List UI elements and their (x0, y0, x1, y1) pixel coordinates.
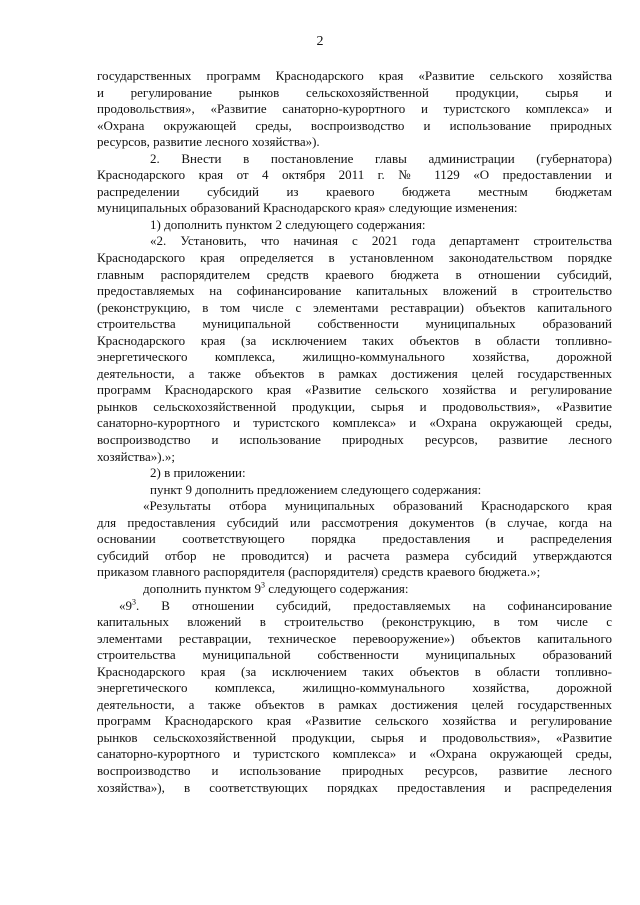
text-line: основании соответствующего порядка предоставления и распределения (97, 531, 612, 547)
text-line: рынков сельскохозяйственной продукции, сырья и продовольствия», «Развитие (97, 729, 612, 745)
text-line: Краснодарского края определяется в установленном законодательством порядке (97, 250, 612, 266)
superscript: 3 (132, 597, 136, 607)
text-line: Краснодарского края (за исключением таких объектов в области топливно- (97, 332, 612, 348)
text-line: продовольствия», «Развитие санаторно-курортного и туристского комплекса» и (97, 101, 612, 117)
text-line: энергетического комплекса, жилищно-коммунального хозяйства, дорожной (97, 349, 612, 365)
text-line-with-superscript (97, 598, 612, 615)
text-line: Краснодарского края от 4 октября 2011 г. № 1129 «О предоставлении и (97, 167, 612, 183)
text-line: программ Краснодарского края «Развитие сельского хозяйства и регулирование (97, 713, 612, 729)
document-body (97, 68, 612, 796)
text-line: и регулирование рынков сельскохозяйственной продукции, сырья и (97, 84, 612, 100)
text-line: «Охрана окружающей среды, воспроизводство и использование природных (97, 117, 612, 133)
text-line: субсидий отбор не проводится) и расчета размера субсидий утверждаются (97, 547, 612, 563)
text-line: приказом главного распорядителя (распорядителя) средств краевого бюджета.»; (97, 564, 541, 580)
text-line: «2. Установить, что начиная с 2021 года департамент строительства (150, 233, 612, 249)
text-line: «Результаты отбора муниципальных образований Краснодарского края (143, 498, 612, 514)
superscript: 3 (260, 580, 265, 590)
text-line: распределении субсидий из краевого бюджета местным бюджетам (97, 183, 612, 199)
text-line: воспроизводство и использование природных ресурсов, развитие лесного (97, 762, 612, 778)
text-line: 1) дополнить пунктом 2 следующего содержания: (150, 216, 426, 232)
line-part: следующего содержания: (264, 580, 409, 596)
text-line: ресурсов, развитие лесного хозяйства»). (97, 134, 320, 150)
text-line: рынков сельскохозяйственной продукции, сырья и продовольствия», «Развитие (97, 398, 612, 414)
text-line: 2. Внести в постановление главы администрации (губернатора) (150, 150, 612, 166)
text-line: предоставляемых на софинансирование капитальных вложений в строительство (97, 283, 612, 299)
text-line: санаторно-курортного и туристского комплекса» и «Охрана окружающей среды, (97, 746, 612, 762)
text-line: строительства муниципальной собственности муниципальных образований (97, 316, 612, 332)
text-line: хозяйства»), в соответствующих порядках предоставления и распределения (97, 779, 612, 795)
text-line: программ Краснодарского края «Развитие сельского хозяйства и регулирование (97, 382, 612, 398)
text-line: Краснодарского края (за исключением таких объектов в области топливно- (97, 663, 612, 679)
text-line-with-superscript (97, 581, 612, 598)
text-line: хозяйства»).»; (97, 448, 175, 464)
text-line: строительства муниципальной собственности муниципальных образований (97, 647, 612, 663)
page-number: 2 (316, 34, 324, 49)
text-line: деятельности, а также объектов в рамках достижения целей государственных (97, 696, 612, 712)
text-line: государственных программ Краснодарского края «Развитие сельского хозяйства (97, 68, 612, 83)
text-line: 2) в приложении: (150, 465, 246, 481)
text-line: санаторно-курортного и туристского комплекса» и «Охрана окружающей среды, (97, 415, 612, 431)
text-line: (реконструкцию, в том числе с элементами реставрации) объектов капитального (97, 299, 612, 315)
line-part: . В отношении субсидий, предоставляемых на софинансирование (136, 597, 612, 613)
text-line: главным распорядителем средств краевого бюджета в отношении субсидий, (97, 266, 612, 282)
text-line: муниципальных образований Краснодарского края» следующие изменения: (97, 200, 518, 216)
text-line: пункт 9 дополнить предложением следующего содержания: (150, 481, 482, 497)
text-line: деятельности, а также объектов в рамках достижения целей государственных (97, 365, 612, 381)
line-part: «9 (119, 597, 132, 613)
line-part: дополнить пунктом 9 (143, 580, 261, 596)
text-line: для предоставления субсидий или рассмотрения документов (в случае, когда на (97, 514, 612, 530)
text-line: капитальных вложений в строительство (реконструкцию, в том числе с (97, 614, 612, 630)
text-line: воспроизводство и использование природных ресурсов, развитие лесного (97, 432, 612, 448)
text-line: элементами реставрации, техническое перевооружение») объектов капитального (97, 630, 612, 646)
text-line: энергетического комплекса, жилищно-коммунального хозяйства, дорожной (97, 680, 612, 696)
